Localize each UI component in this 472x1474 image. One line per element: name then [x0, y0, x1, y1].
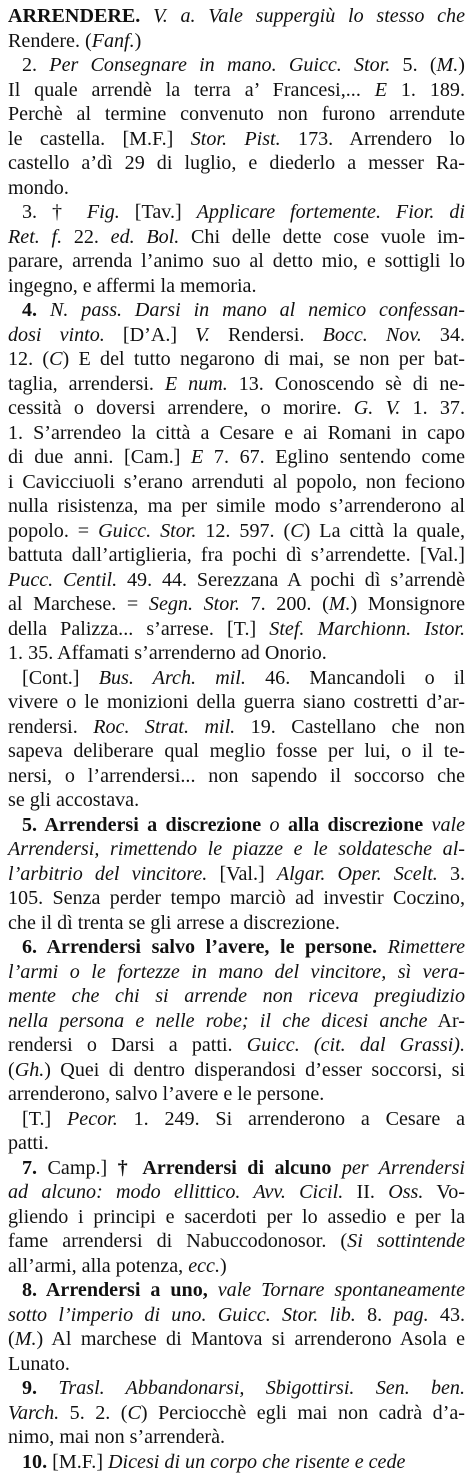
italic-text: Ret. f.	[8, 226, 62, 248]
headword: ARRENDERE.	[8, 5, 140, 27]
text-line	[8, 568, 465, 593]
bold-text: 5. Arrendersi a discrezione	[22, 814, 261, 836]
text-line	[8, 1229, 465, 1254]
text-run: di due anni. [Cam.]	[8, 446, 191, 468]
text-run: patti.	[8, 1132, 49, 1154]
text-run: 7. 67. Eglino sentendo come	[203, 446, 465, 468]
text-run: 1. 35. Affamati s’arrenderno ad Onorio.	[8, 642, 327, 664]
text-line	[8, 886, 465, 911]
italic-text: Trasl. Abbandonarsi, Sbigottirsi. Sen. ben.	[58, 1377, 465, 1399]
bold-text: alla discrezione	[288, 814, 423, 836]
italic-text: M.	[329, 593, 351, 615]
italic-text: l’armi o le fortezze in mano del vincitore, sì vera-	[8, 961, 465, 983]
text-run: 173. Arrendero lo	[281, 128, 465, 150]
text-run	[261, 814, 269, 836]
text-line	[8, 1058, 465, 1083]
text-run: ) La città la quale,	[304, 520, 465, 542]
text-line	[8, 690, 465, 715]
bold-text: 9.	[22, 1377, 37, 1399]
italic-text: Stor. Pist.	[191, 128, 281, 150]
text-run: )	[220, 1255, 227, 1277]
text-run: popolo. =	[8, 520, 98, 542]
text-line	[8, 470, 465, 495]
text-line	[8, 1107, 465, 1132]
text-line	[8, 764, 465, 789]
text-line	[8, 1376, 465, 1401]
text-run: mondo.	[8, 177, 69, 199]
italic-text: ad alcuno: modo ellittico. Avv. Cicil.	[8, 1181, 343, 1203]
text-run: II.	[343, 1181, 388, 1203]
text-line	[8, 788, 465, 813]
text-run: ) Perciocchè egli mai non cadrà d’a-	[141, 1402, 465, 1424]
text-run: 12. (	[8, 348, 49, 370]
text-run: Perchè al termine convenuto non furono arrendute	[8, 103, 465, 125]
text-line	[8, 372, 465, 397]
text-run: fame arrendersi di Nabuccodonosor. (	[8, 1230, 347, 1252]
text-run: 5. (	[390, 54, 436, 76]
italic-text: Bus. Arch. mil.	[99, 667, 246, 689]
text-run: rendersi.	[8, 716, 93, 738]
text-line	[8, 445, 465, 470]
text-run: 1. 37.	[400, 397, 465, 419]
text-line	[8, 715, 465, 740]
text-run: 43.	[429, 1304, 465, 1326]
text-line	[8, 1254, 465, 1279]
text-run	[423, 814, 431, 836]
text-run	[37, 1377, 58, 1399]
text-run: [D’A.]	[105, 324, 195, 346]
bold-text: 4.	[22, 299, 37, 321]
text-run: 1. 249. Si arrenderono a Cesare a	[118, 1108, 465, 1130]
text-run: al Marchese. =	[8, 593, 149, 615]
text-run: Rendere. (	[8, 30, 92, 52]
italic-text: Guicc. (cit. dal Grassi).	[247, 1034, 465, 1056]
italic-text: Per Consegnare in mano. Guicc. Stor.	[49, 54, 390, 76]
text-run: cessità o doversi arrendere, o morire.	[8, 397, 354, 419]
italic-text: vale Tornare spontaneamente	[218, 1279, 465, 1301]
italic-text: Si sottintende	[347, 1230, 465, 1252]
text-line	[8, 1425, 465, 1450]
bold-text: 7.	[22, 1157, 37, 1179]
text-run: 22.	[62, 226, 111, 248]
bold-text: † Arrendersi di alcuno	[118, 1157, 332, 1179]
text-run: 5. 2. (	[59, 1402, 127, 1424]
text-run: [T.]	[22, 1108, 67, 1130]
italic-text: ed. Bol.	[111, 226, 180, 248]
text-run: della Palizza... s’arrese. [T.]	[8, 618, 269, 640]
text-run: 13. Conoscendo sè di ne-	[228, 373, 465, 395]
text-line	[8, 617, 465, 642]
text-run: castello a’dì 29 di luglio, e diederlo a messer Ra-	[8, 152, 465, 174]
text-run: Rendersi.	[210, 324, 323, 346]
italic-text: Pucc. Centil.	[8, 569, 117, 591]
text-line	[8, 200, 465, 225]
text-run: arrenderono, salvo l’avere e le persone.	[8, 1083, 324, 1105]
text-run: 46. Mancandoli o il	[246, 667, 465, 689]
italic-text: C	[128, 1402, 141, 1424]
text-run: )	[135, 30, 142, 52]
italic-text: C	[49, 348, 62, 370]
text-run: le castella. [M.F.]	[8, 128, 191, 150]
text-line	[8, 837, 465, 862]
text-line	[8, 935, 465, 960]
text-line	[8, 53, 465, 78]
text-line	[8, 862, 465, 887]
text-line	[8, 1156, 465, 1181]
text-line	[8, 960, 465, 985]
text-run: Chi delle dette cose vuole im-	[179, 226, 465, 248]
italic-text: Varch.	[8, 1402, 59, 1424]
text-run: 1. 189.	[387, 79, 465, 101]
text-line	[8, 1009, 465, 1034]
italic-text: mente che chi si arrende non riceva pregiudizio	[8, 985, 465, 1007]
text-run: nersi, o l’arrendersi... non sapendo il soccorso che	[8, 765, 465, 787]
text-run: 3.	[438, 863, 465, 885]
italic-text: N. pass. Darsi in mano al nemico confessan-	[50, 299, 465, 321]
text-run	[140, 5, 153, 27]
text-run	[37, 299, 50, 321]
text-run: ) E del tutto negarono di mai, se non per bat-	[63, 348, 465, 370]
italic-text: E	[191, 446, 203, 468]
text-run: Camp.]	[37, 1157, 118, 1179]
text-run: [Tav.]	[120, 201, 197, 223]
text-run: i Cavicciuoli s’erano arrenduti al popolo, non feciono	[8, 471, 465, 493]
text-line	[8, 1278, 465, 1303]
italic-text: Fanf.	[92, 30, 135, 52]
text-run: che il dì trenta se gli arrese a discrezione.	[8, 912, 340, 934]
text-run: [Cont.]	[22, 667, 99, 689]
text-line	[8, 396, 465, 421]
italic-text: vale	[432, 814, 465, 836]
text-line	[8, 249, 465, 274]
text-run: ) Al marchese di Mantova si arrenderono Asola e	[36, 1328, 465, 1350]
italic-text: l’arbitrio del vincitore.	[8, 863, 207, 885]
text-line	[8, 739, 465, 764]
italic-text: Rimettere	[388, 936, 465, 958]
italic-text: Bocc. Nov.	[323, 324, 422, 346]
italic-text: nella persona e nelle robe; il che dicesi anche	[8, 1010, 427, 1032]
text-line	[8, 1303, 465, 1328]
text-run: ) Monsignore	[351, 593, 465, 615]
italic-text: sotto l’imperio di uno. Guicc. Stor. lib.	[8, 1304, 356, 1326]
text-run: 34.	[422, 324, 465, 346]
text-run: (	[8, 1059, 15, 1081]
italic-text: C	[290, 520, 303, 542]
text-run: )	[458, 54, 465, 76]
text-line	[8, 421, 465, 446]
text-run: 7. 200. (	[240, 593, 329, 615]
italic-text: Pecor.	[67, 1108, 118, 1130]
italic-text: Dicesi di un corpo che risente e cede	[108, 1451, 405, 1473]
text-line	[8, 102, 465, 127]
text-run: 19. Castellano che non	[235, 716, 465, 738]
text-run: Vo-	[423, 1181, 465, 1203]
text-line	[8, 298, 465, 323]
text-line	[8, 666, 465, 691]
bold-text: 10.	[22, 1451, 47, 1473]
text-line	[8, 151, 465, 176]
text-run: 1. S’arrendeo la città a Cesare e ai Romani in capo	[8, 422, 465, 444]
italic-text: V.	[195, 324, 210, 346]
text-line	[8, 1082, 465, 1107]
text-line	[8, 127, 465, 152]
italic-text: Oss.	[388, 1181, 423, 1203]
text-run: sapeva deliberare qual meglio fosse per lui, o il te-	[8, 740, 465, 762]
text-run: 3. †	[22, 201, 87, 223]
text-run: rendersi o Darsi a patti.	[8, 1034, 247, 1056]
text-line	[8, 592, 465, 617]
text-run: nimo, mai non s’arrenderà.	[8, 1426, 225, 1448]
text-run: (	[8, 1328, 15, 1350]
bold-text: 6. Arrendersi salvo l’avere, le persone.	[22, 936, 377, 958]
italic-text: Guicc. Stor.	[98, 520, 196, 542]
text-run: taglia, arrendersi.	[8, 373, 165, 395]
text-line	[8, 1450, 465, 1474]
text-line	[8, 494, 465, 519]
text-line	[8, 813, 465, 838]
italic-text: per Arrendersi	[342, 1157, 465, 1179]
text-run	[331, 1157, 341, 1179]
italic-text: Roc. Strat. mil.	[93, 716, 235, 738]
text-run	[208, 1279, 218, 1301]
text-run: all’armi, alla potenza,	[8, 1255, 188, 1277]
italic-text: M.	[15, 1328, 37, 1350]
text-run: parare, arrenda l’animo suo al detto mio, e sottigli lo	[8, 250, 465, 272]
text-line	[8, 1352, 465, 1377]
text-run: ) Quei di dentro disperandosi d’esser soccorsi, si	[44, 1059, 465, 1081]
text-line	[8, 519, 465, 544]
text-line	[8, 1401, 465, 1426]
text-line	[8, 323, 465, 348]
italic-text: pag.	[393, 1304, 428, 1326]
text-run: ingegno, e affermi la memoria.	[8, 275, 256, 297]
italic-text: ecc.	[188, 1255, 220, 1277]
text-run: [Val.]	[207, 863, 276, 885]
text-run: 49. 44. Serezzana A pochi dì s’arrendè	[117, 569, 465, 591]
bold-text: 8. Arrendersi a uno,	[22, 1279, 208, 1301]
text-line	[8, 274, 465, 299]
italic-text: V. a. Vale suppergiù lo stesso che	[153, 5, 465, 27]
text-run	[280, 814, 288, 836]
text-line	[8, 1205, 465, 1230]
text-line	[8, 543, 465, 568]
text-line	[8, 347, 465, 372]
text-line	[8, 4, 465, 29]
text-line	[8, 1033, 465, 1058]
text-line	[8, 911, 465, 936]
text-line	[8, 1327, 465, 1352]
italic-text: Fig.	[87, 201, 120, 223]
italic-text: E	[375, 79, 387, 101]
italic-text: o	[270, 814, 280, 836]
text-run: Ar-	[427, 1010, 465, 1032]
italic-text: Segn. Stor.	[149, 593, 240, 615]
text-run: vivere o le monizioni della guerra siano costretti d’ar-	[8, 691, 465, 713]
italic-text: dosi vinto.	[8, 324, 105, 346]
text-line	[8, 176, 465, 201]
text-line	[8, 225, 465, 250]
text-run: battuta dall’artiglieria, fra pochi dì s’arrendette. [Val.]	[8, 544, 465, 566]
text-line	[8, 984, 465, 1009]
text-run: se gli accostava.	[8, 789, 139, 811]
italic-text: M.	[437, 54, 459, 76]
text-run: nulla risistenza, ma per simile modo s’arrenderono al	[8, 495, 465, 517]
text-run: Lunato.	[8, 1353, 70, 1375]
italic-text: Applicare fortemente. Fior. di	[197, 201, 465, 223]
text-line	[8, 29, 465, 54]
text-line	[8, 78, 465, 103]
text-line	[8, 641, 465, 666]
text-line	[8, 1131, 465, 1156]
text-run: [M.F.]	[47, 1451, 108, 1473]
italic-text: Algar. Oper. Scelt.	[277, 863, 438, 885]
text-run: Il quale arrendè la terra a’ Francesi,...	[8, 79, 375, 101]
text-line	[8, 1180, 465, 1205]
text-run: 105. Senza perder tempo marciò ad investir Coczino,	[8, 887, 465, 909]
text-run: 8.	[356, 1304, 394, 1326]
text-run	[377, 936, 388, 958]
text-run: 12. 597. (	[196, 520, 290, 542]
dictionary-entry-arrendere	[8, 4, 465, 1474]
italic-text: Stef. Marchionn. Istor.	[269, 618, 465, 640]
text-run: 2.	[22, 54, 49, 76]
italic-text: Gh.	[15, 1059, 45, 1081]
text-run: gliendo i principi e sacerdoti per lo assedio e per la	[8, 1206, 465, 1228]
italic-text: Arrendersi, rimettendo le piazze e le soldatesche al-	[8, 838, 465, 860]
italic-text: G. V.	[354, 397, 401, 419]
italic-text: E num.	[165, 373, 228, 395]
